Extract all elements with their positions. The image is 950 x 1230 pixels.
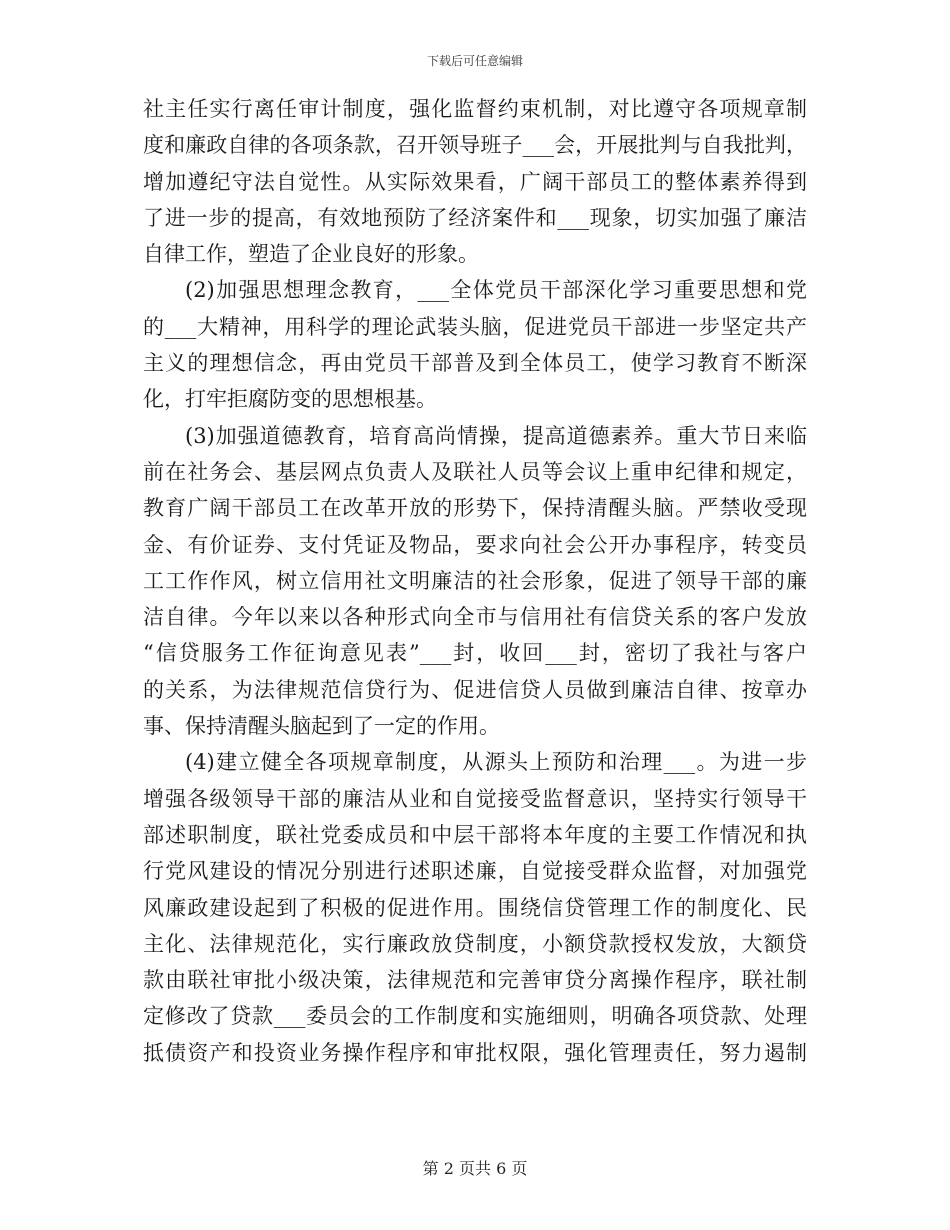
page-header: 下载后可任意编辑 [426,54,523,68]
text-line: 抵债资产和投资业务操作程序和审批权限，强化管理责任，努力遏制 [143,1040,807,1065]
text-line: 的关系，为法律规范信贷行为、促进信贷人员做到廉洁自律、按章办 [143,677,807,702]
text-line: 教育广阔干部员工在改革开放的形势下，保持清醒头脑。严禁收受现 [143,496,807,521]
text-line: 增加遵纪守法自觉性。从实际效果看，广阔干部员工的整体素养得到 [143,169,807,194]
text-line: 事、保持清醒头脑起到了一定的作用。 [143,714,500,739]
text-line: 行党风建设的情况分别进行述职述廉，自觉接受群众监督，对加强党 [143,859,807,884]
document-body [143,98,807,1078]
text-line: 的___大精神，用科学的理论武装头脑，促进党员干部进一步坚定共产 [143,314,807,339]
text-line: 化，打牢拒腐防变的思想根基。 [143,387,437,412]
text-line: 款由联社审批小级决策，法律规范和完善审贷分离操作程序，联社制 [143,968,807,993]
text-line: 了进一步的提高，有效地预防了经济案件和___现象，切实加强了廉洁 [143,205,807,230]
text-line: 社主任实行离任审计制度，强化监督约束机制，对比遵守各项规章制 [143,97,807,121]
text-line: 洁自律。今年以来以各种形式向全市与信用社有信贷关系的客户发放 [143,605,807,630]
text-line: 度和廉政自律的各项条款，召开领导班子___会，开展批判与自我批判， [143,133,807,158]
page-number-footer: 第 2 页共 6 页 [422,1159,528,1178]
text-line: 前在社务会、基层网点负责人及联社人员等会议上重申纪律和规定， [143,459,807,484]
paragraph-start-line: (2)加强思想理念教育，___全体党员干部深化学习重要思想和党 [185,278,807,303]
text-line: 风廉政建设起到了积极的促进作用。围绕信贷管理工作的制度化、民 [143,895,807,920]
text-line: 主义的理想信念，再由党员干部普及到全体员工，使学习教育不断深 [143,351,807,376]
paragraph-start-line: (3)加强道德教育，培育高尚情操，提高道德素养。重大节日来临 [185,423,807,448]
text-line: “信贷服务工作征询意见表”___封，收回___封，密切了我社与客户 [143,641,807,666]
text-line: 金、有价证券、支付凭证及物品，要求向社会公开办事程序，转变员 [143,532,807,557]
text-line: 定修改了贷款___委员会的工作制度和实施细则，明确各项贷款、处理 [143,1004,807,1029]
text-line: 自律工作，塑造了企业良好的形象。 [143,242,479,267]
text-line: 增强各级领导干部的廉洁从业和自觉接受监督意识，坚持实行领导干 [143,786,807,811]
paragraph-start-line: (4)建立健全各项规章制度，从源头上预防和治理___。为进一步 [185,750,807,775]
text-line: 部述职制度，联社党委成员和中层干部将本年度的主要工作情况和执 [143,822,807,847]
text-line: 主化、法律规范化，实行廉政放贷制度，小额贷款授权发放，大额贷 [143,931,807,956]
text-line: 工工作作风，树立信用社文明廉洁的社会形象，促进了领导干部的廉 [143,568,807,593]
